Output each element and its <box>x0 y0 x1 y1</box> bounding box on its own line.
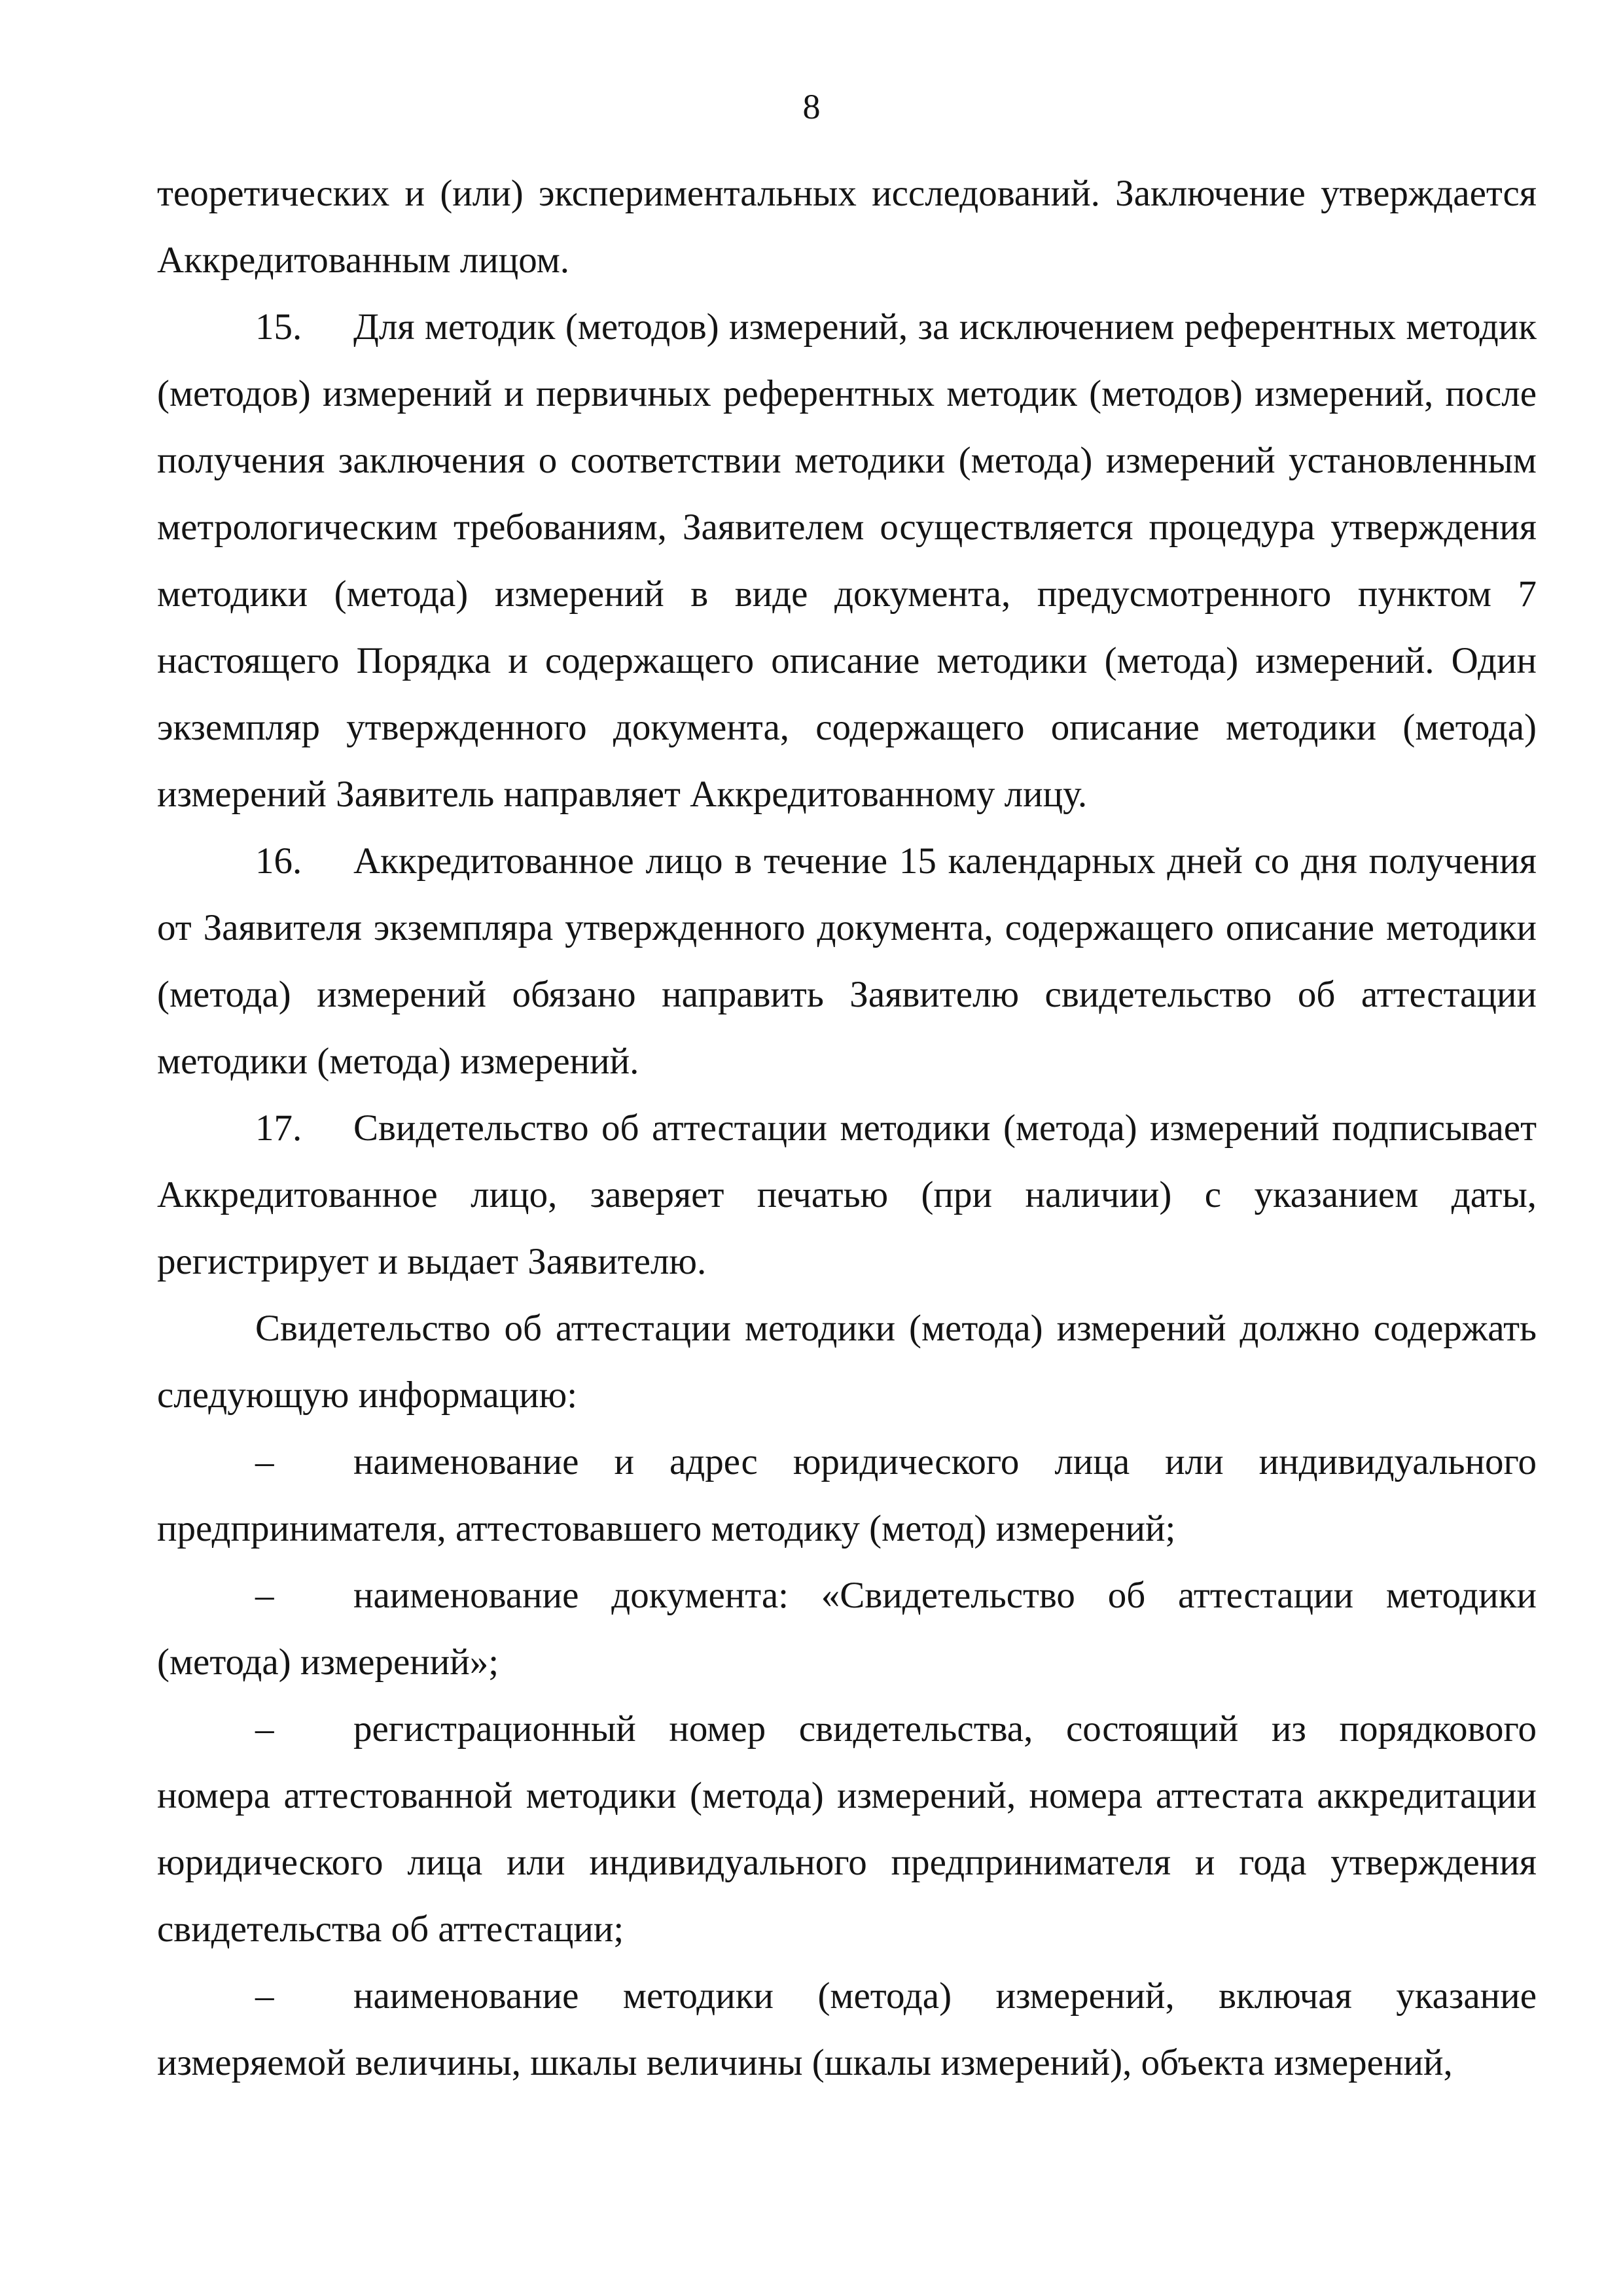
paragraph-17 <box>157 1095 1537 1295</box>
list-item <box>157 1562 1537 1696</box>
dash-marker: – <box>255 1975 274 2017</box>
paragraph-text: Аккредитованное лицо в течение 15 календарных дней со дня получения от Заявителя экземпляра утвержденного документа, содержащего описание методики (метода) измерений обязано направить Заявителю свидетельство об аттестации методики (метода) измерений. <box>157 840 1537 1082</box>
list-item-text: регистрационный номер свидетельства, состоящий из порядкового номера аттестованной методики (метода) измерений, номера аттестата аккредитации юридического лица или индивидуального предпринимателя и года утверждения свидетельства об аттестации; <box>157 1708 1537 1950</box>
list-item-text: наименование и адрес юридического лица или индивидуального предпринимателя, аттестовавшего методику (метод) измерений; <box>157 1441 1537 1549</box>
paragraph-number: 17. <box>255 1107 302 1149</box>
list-item <box>157 1963 1537 2096</box>
page-number: 8 <box>802 87 821 126</box>
list-item <box>157 1429 1537 1562</box>
paragraph-number: 15. <box>255 306 302 348</box>
paragraph-number: 16. <box>255 840 302 882</box>
paragraph-information-intro: Свидетельство об аттестации методики (метода) измерений должно содержать следующую информацию: <box>157 1308 1537 1416</box>
paragraph-continuation: теоретических и (или) экспериментальных исследований. Заключение утверждается Аккредитованным лицом. <box>157 173 1537 281</box>
dash-marker: – <box>255 1708 274 1749</box>
paragraph-text: Для методик (методов) измерений, за исключением референтных методик (методов) измерений и первичных референтных методик (методов) измерений, после получения заключения о соответствии методики (метода) измерений установленным метрологическим требованиям, Заявителем осуществляется процедура утверждения методики (метода) измерений в виде документа, предусмотренного пунктом 7 настоящего Порядка и содержащего описание методики (метода) измерений. Один экземпляр утвержденного документа, содержащего описание методики (метода) измерений Заявитель направляет Аккредитованному лицу. <box>157 306 1537 815</box>
list-item-text: наименование методики (метода) измерений, включая указание измеряемой величины, шкалы величины (шкалы измерений), объекта измерений, <box>157 1975 1537 2083</box>
document-body <box>157 160 1537 2096</box>
paragraph-16 <box>157 828 1537 1095</box>
paragraph-15 <box>157 294 1537 828</box>
dash-marker: – <box>255 1441 274 1482</box>
dash-marker: – <box>255 1575 274 1616</box>
paragraph-text: Свидетельство об аттестации методики (метода) измерений подписывает Аккредитованное лицо, заверяет печатью (при наличии) с указанием даты, регистрирует и выдает Заявителю. <box>157 1107 1537 1282</box>
list-item-text: наименование документа: «Свидетельство об аттестации методики (метода) измерений»; <box>157 1575 1537 1683</box>
list-item <box>157 1696 1537 1963</box>
